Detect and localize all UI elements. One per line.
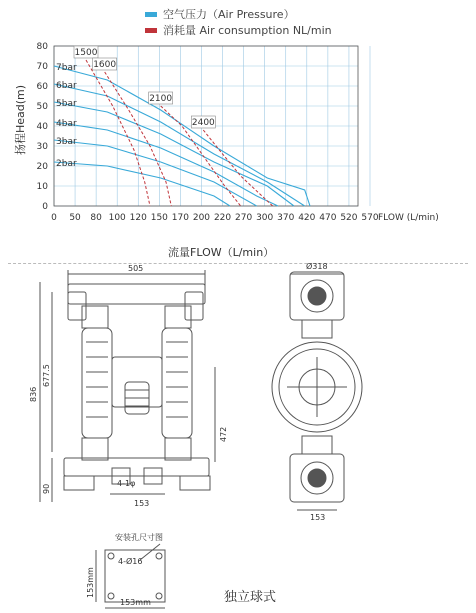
pressure-curve-6bar bbox=[54, 84, 305, 206]
pressure-label-7bar: 7bar bbox=[56, 63, 77, 73]
right-chamber bbox=[162, 328, 192, 438]
style-caption: 独立球式 bbox=[224, 590, 277, 605]
consumption-label-1600: 1600 bbox=[93, 60, 117, 70]
y-tick-label: 40 bbox=[36, 122, 48, 132]
consumption-label-2100: 2100 bbox=[149, 94, 173, 104]
x-axis-label: FLOW (L/min) bbox=[378, 213, 439, 223]
x-tick-label: 200 bbox=[192, 213, 211, 223]
pressure-label-2bar: 2bar bbox=[56, 159, 77, 169]
mount-width-dim: 153 bbox=[134, 499, 150, 508]
x-tick-label: 520 bbox=[340, 213, 358, 223]
x-tick-label: 570 bbox=[361, 213, 379, 223]
mount-side-w: 153mm bbox=[120, 598, 151, 607]
performance-chart bbox=[0, 0, 476, 240]
x-tick-label: 220 bbox=[213, 213, 232, 223]
x-tick-label: 80 bbox=[90, 213, 102, 223]
x-tick-label: 100 bbox=[108, 213, 126, 223]
left-chamber bbox=[82, 328, 112, 438]
pressure-label-5bar: 5bar bbox=[56, 99, 77, 109]
x-tick-label: 270 bbox=[235, 213, 253, 223]
pressure-curve-3bar bbox=[54, 140, 257, 206]
consumption-label-1500: 1500 bbox=[74, 48, 98, 58]
height-total-dim: 836 bbox=[29, 386, 38, 402]
pressure-label-3bar: 3bar bbox=[56, 137, 77, 147]
mount-side-h: 153mm bbox=[86, 567, 95, 598]
x-tick-label: 370 bbox=[277, 213, 295, 223]
y-tick-label: 50 bbox=[36, 102, 48, 112]
width-dim: 505 bbox=[128, 264, 144, 273]
y-tick-label: 20 bbox=[36, 162, 48, 172]
x-tick-label: 0 bbox=[51, 213, 57, 223]
y-tick-label: 0 bbox=[42, 202, 48, 212]
base-height-dim: 90 bbox=[42, 483, 51, 494]
x-tick-label: 300 bbox=[256, 213, 274, 223]
x-tick-label: 420 bbox=[298, 213, 316, 223]
x-tick-label: 50 bbox=[69, 213, 81, 223]
legend-air-consumption-label: 消耗量 Air consumption NL/min bbox=[163, 24, 332, 37]
y-tick-label: 70 bbox=[36, 62, 48, 72]
y-axis-label: 扬程Head(m) bbox=[14, 84, 27, 156]
mount-title: 安装孔尺寸图 bbox=[115, 533, 163, 542]
legend-air-pressure-label: 空气压力（Air Pressure） bbox=[163, 8, 295, 21]
y-tick-label: 10 bbox=[36, 182, 48, 192]
side-base-dim: 153 bbox=[310, 513, 326, 522]
top-manifold bbox=[68, 284, 205, 304]
consumption-curve-1500 bbox=[86, 60, 150, 206]
x-tick-label: 120 bbox=[129, 213, 147, 223]
consumption-curve-2400 bbox=[203, 130, 272, 206]
x-tick-label: 170 bbox=[171, 213, 189, 223]
pressure-label-6bar: 6bar bbox=[56, 81, 77, 91]
mount-holes: 4-Ø16 bbox=[118, 557, 143, 566]
technical-drawing bbox=[0, 262, 476, 613]
y-tick-label: 30 bbox=[36, 142, 48, 152]
y-tick-label: 80 bbox=[36, 42, 48, 52]
pressure-curve-2bar bbox=[54, 162, 230, 206]
height-inlet-dim: 472 bbox=[219, 426, 228, 442]
pressure-label-4bar: 4bar bbox=[56, 119, 77, 129]
flow-caption: 流量FLOW（L/min） bbox=[168, 246, 275, 259]
x-tick-label: 150 bbox=[150, 213, 168, 223]
side-diameter-dim: Ø318 bbox=[306, 262, 328, 271]
mount-label: 4-1φ bbox=[117, 479, 136, 488]
bottom-manifold bbox=[64, 458, 209, 476]
x-tick-label: 470 bbox=[319, 213, 337, 223]
consumption-label-2400: 2400 bbox=[191, 118, 215, 128]
height-mid-dim: 677.5 bbox=[42, 364, 51, 387]
y-tick-label: 60 bbox=[36, 82, 48, 92]
